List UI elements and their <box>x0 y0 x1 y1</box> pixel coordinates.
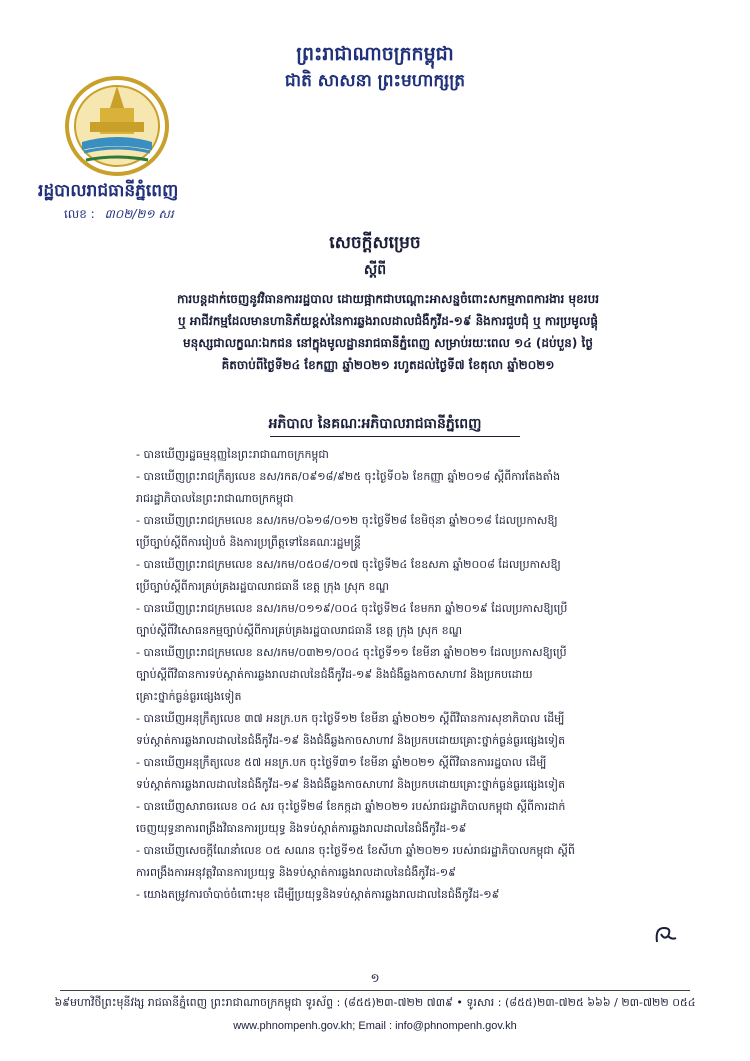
subject-line: ឬ អាជីវកម្មដែលមានហានិភ័យខ្ពស់នៃការឆ្លងរាលដាលជំងឺកូវីដ-១៩ និងការជួបជុំ ឬ ការប្រមូលផ្តុំ <box>178 314 598 328</box>
reference-line: - បានឃើញព្រះរាជក្រឹត្យលេខ នស/រកត/០៩១៨/៩២៥ ចុះថ្ងៃទី០៦ ខែកញ្ញា ឆ្នាំ២០១៨ ស្តីពីការតែងតាំង <box>136 470 561 483</box>
reference-line: - បានឃើញព្រះរាជក្រមលេខ នស/រកម/០១១៩/០០៤ ចុះថ្ងៃទី២៤ ខែមករា ឆ្នាំ២០១៩ ដែលប្រកាសឱ្យប្រើ <box>136 602 568 615</box>
reference-line: - យោងតម្រូវការចាំបាច់ចំពោះមុខ ដើម្បីប្រយុទ្ធនិងទប់ស្កាត់ការឆ្លងរាលដាលនៃជំងឺកូវីដ-១៩ <box>136 888 500 901</box>
reference-line: - បានឃើញអនុក្រឹត្យលេខ ៣៧ អនក្រ.បក ចុះថ្ងៃទី១២ ខែមីនា ឆ្នាំ២០២១ ស្តីពីវិធានការសុខាភិបាល ដើម្បី <box>136 712 565 725</box>
reference-value: ៣០២/២១ សរ <box>104 207 174 221</box>
reference-line: ប្រើច្បាប់ស្តីពីការរៀបចំ និងការប្រព្រឹត្តទៅនៃគណៈរដ្ឋមន្ត្រី <box>136 536 361 549</box>
municipal-seal-logo <box>62 72 172 180</box>
reference-label: លេខ : <box>64 207 95 221</box>
authority-heading: អភិបាល នៃគណៈអភិបាលរាជធានីភ្នំពេញ <box>268 416 482 432</box>
initial-signature <box>652 922 678 948</box>
footer-address: ៦៩មហាវិថីព្រះមុនីវង្ស រាជធានីភ្នំពេញ ព្រះរាជាណាចក្រកម្ពុជា ទូរស័ព្ទ : (៨៥៥)២៣-៧២២ ៧៣៩ • ទូរសារ : (៨៥៥)២៣-៧២៥ ៦៦៦ / ២៣-៧២២ ០៥៤ <box>54 996 696 1009</box>
page-number: ១ <box>370 971 380 985</box>
subject-line: ការបន្តដាក់ចេញនូវវិធានការរដ្ឋបាល ដោយផ្អាកជាបណ្តោះអាសន្នចំពោះសកម្មភាពការងារ មុខរបរ <box>176 292 600 306</box>
document-title: សេចក្តីសម្រេច <box>329 233 421 253</box>
reference-line: ទប់ស្កាត់ការឆ្លងរាលដាលនៃជំងឺកូវីដ-១៩ និងជំងឺឆ្លងកាចសាហាវ និងប្រកបដោយគ្រោះថ្នាក់ធ្ងន់ធ្ងរផ្សេងទៀត <box>136 778 566 791</box>
legal-references-list <box>136 444 636 906</box>
reference-line: ប្រើច្បាប់ស្តីពីការគ្រប់គ្រងរដ្ឋបាលរាជធានី ខេត្ត ក្រុង ស្រុក ខណ្ឌ <box>136 580 389 593</box>
subject-line: គិតចាប់ពីថ្ងៃទី២៤ ខែកញ្ញា ឆ្នាំ២០២១ រហូតដល់ថ្ងៃទី៧ ខែតុលា ឆ្នាំ២០២១ <box>221 358 555 372</box>
footer-divider <box>60 990 690 991</box>
reference-line: - បានឃើញរដ្ឋធម្មនុញ្ញនៃព្រះរាជាណាចក្រកម្ពុជា <box>136 448 329 461</box>
reference-line: ទប់ស្កាត់ការឆ្លងរាលដាលនៃជំងឺកូវីដ-១៩ និងជំងឺឆ្លងកាចសាហាវ និងប្រកបដោយគ្រោះថ្នាក់ធ្ងន់ធ្ងរផ្សេងទៀត <box>136 734 566 747</box>
subject-block <box>108 288 668 376</box>
reference-line: រាជរដ្ឋាភិបាលនៃព្រះរាជាណាចក្រកម្ពុជា <box>136 492 294 505</box>
reference-line: - បានឃើញសេចក្តីណែនាំលេខ ០៥ សណន ចុះថ្ងៃទី១៥ ខែសីហា ឆ្នាំ២០២១ របស់រាជរដ្ឋាភិបាលកម្ពុជា ស្តីពី <box>136 844 575 857</box>
authority-underline <box>270 436 520 437</box>
reference-line: - បានឃើញព្រះរាជក្រមលេខ នស/រកម/០៣២១/០០៤ ចុះថ្ងៃទី១១ ខែមីនា ឆ្នាំ២០២១ ដែលប្រកាសឱ្យប្រើ <box>136 646 567 659</box>
reference-line: ការពង្រឹងការអនុវត្តវិធានការប្រយុទ្ធ និងទប់ស្កាត់ការឆ្លងរាលដាលនៃជំងឺកូវីដ-១៩ <box>136 866 456 879</box>
reference-line: - បានឃើញព្រះរាជក្រមលេខ នស/រកម/០៦១៨/០១២ ចុះថ្ងៃទី២៨ ខែមិថុនា ឆ្នាំ២០១៨ ដែលប្រកាសឱ្យ <box>136 514 558 527</box>
reference-line: - បានឃើញអនុក្រឹត្យលេខ ៥៧ អនក្រ.បក ចុះថ្ងៃទី៣១ ខែមីនា ឆ្នាំ២០២១ ស្តីពីវិធានការរដ្ឋបាល ដើម្បី <box>136 756 547 769</box>
national-motto: ជាតិ សាសនា ព្រះមហាក្សត្រ <box>284 71 466 91</box>
reference-line: ច្បាប់ស្តីពីវិសោធនកម្មច្បាប់ស្តីពីការគ្រប់គ្រងរដ្ឋបាលរាជធានី ខេត្ត ក្រុង ស្រុក ខណ្ឌ <box>136 624 463 637</box>
reference-line: - បានឃើញព្រះរាជក្រមលេខ នស/រកម/០៥០៨/០១៧ ចុះថ្ងៃទី២៤ ខែឧសភា ឆ្នាំ២០០៨ ដែលប្រកាសឱ្យ <box>136 558 561 571</box>
document-subtitle: ស្តីពី <box>363 262 387 278</box>
issuing-office: រដ្ឋបាលរាជធានីភ្នំពេញ <box>38 181 179 201</box>
subject-line: មនុស្សជាលក្ខណៈឯកជន នៅក្នុងមូលដ្ឋានរាជធានីភ្នំពេញ សម្រាប់រយៈពេល ១៤ (ដប់បួន) ថ្ងៃ <box>183 336 593 350</box>
reference-line: ចេញយុទ្ធនាការពង្រឹងវិធានការប្រយុទ្ធ និងទប់ស្កាត់ការឆ្លងរាលដាលនៃជំងឺកូវីដ-១៩ <box>136 822 467 835</box>
kingdom-heading: ព្រះរាជាណាចក្រកម្ពុជា <box>296 43 454 65</box>
reference-line: - បានឃើញសារាចរលេខ ០៤ សរ ចុះថ្ងៃទី២៨ ខែកក្កដា ឆ្នាំ២០២១ របស់រាជរដ្ឋាភិបាលកម្ពុជា ស្តីពីការដាក់ <box>136 800 566 813</box>
reference-number <box>64 206 174 224</box>
reference-line: គ្រោះថ្នាក់ធ្ងន់ធ្ងរផ្សេងទៀត <box>136 690 242 703</box>
reference-line: ច្បាប់ស្តីពីវិធានការទប់ស្កាត់ការឆ្លងរាលដាលនៃជំងឺកូវីដ-១៩ និងជំងឺឆ្លងកាចសាហាវ និងប្រកបដោយ <box>136 668 533 681</box>
footer-web-email: www.phnompenh.gov.kh; Email : info@phnompenh.gov.kh <box>233 1020 517 1032</box>
